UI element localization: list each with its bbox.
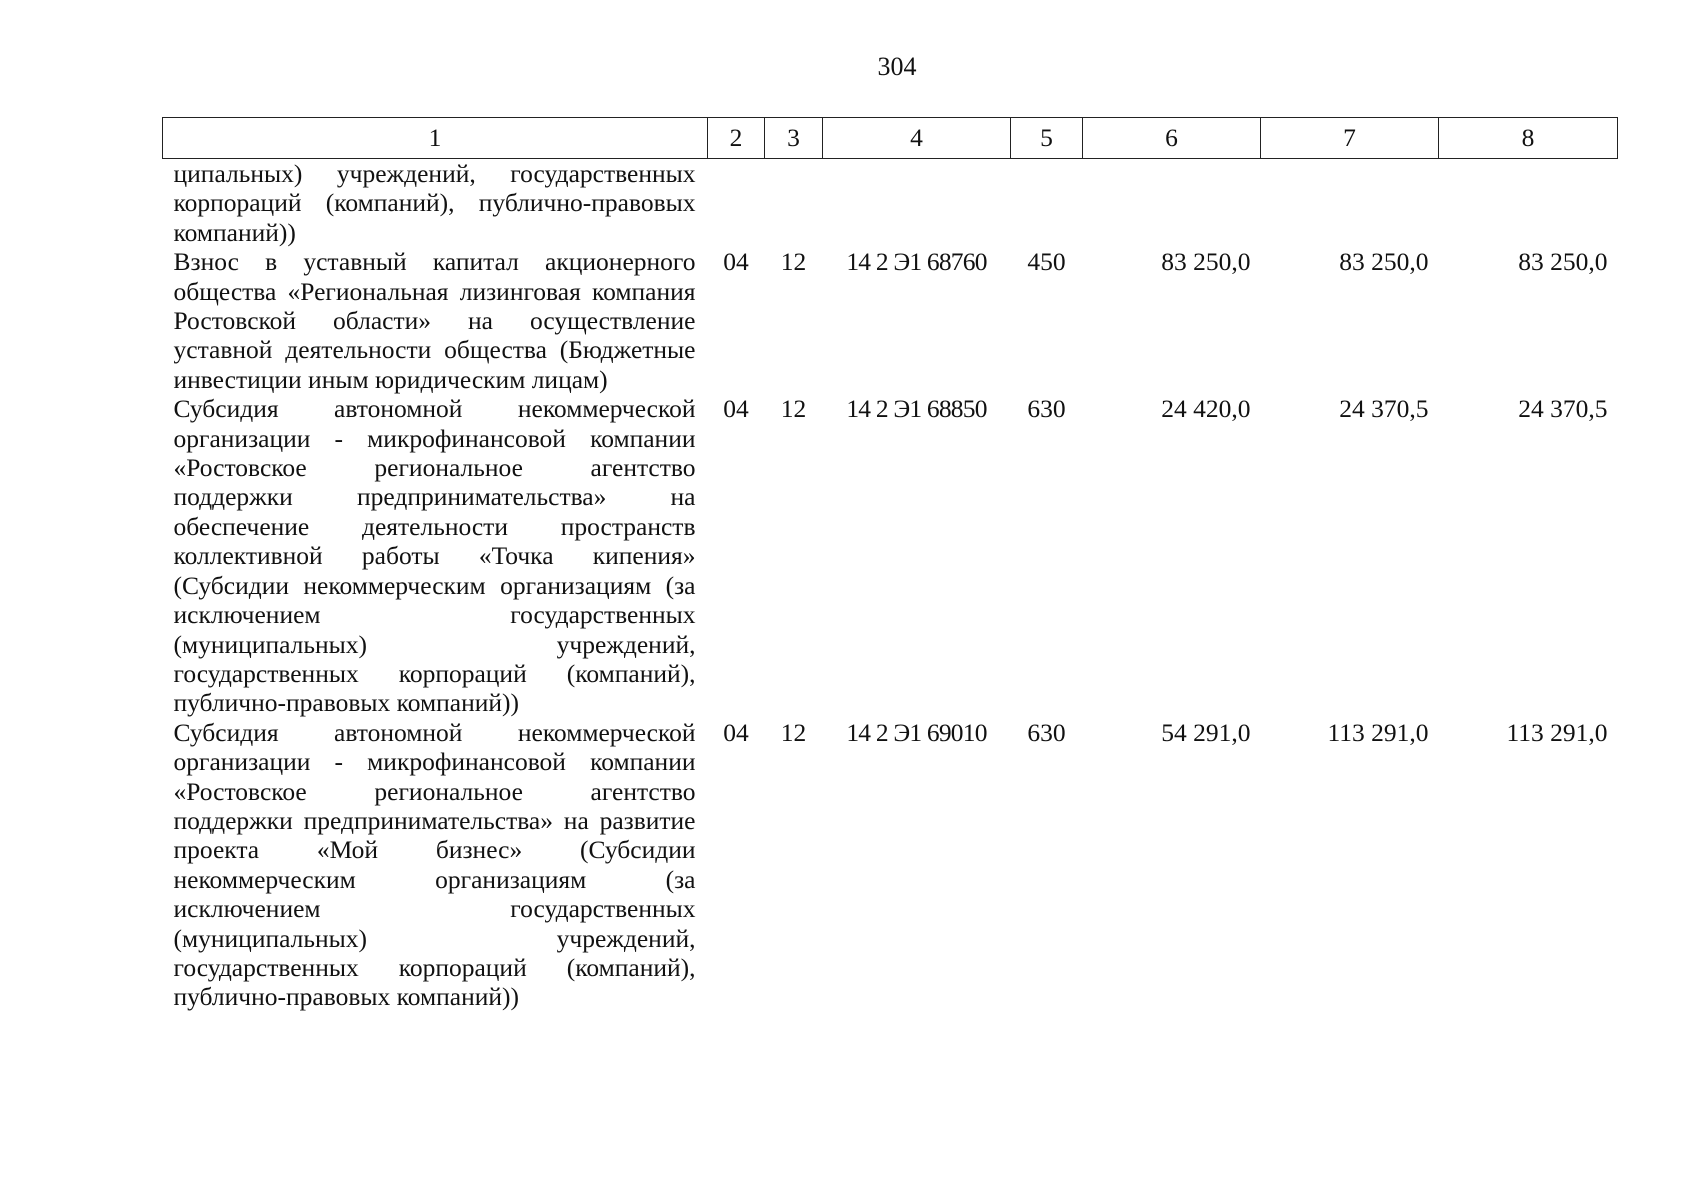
subsection-code: 12 (780, 717, 807, 747)
amount-col-8: 113 291,0 (1506, 717, 1608, 747)
column-header-7: 7 (1261, 118, 1439, 159)
expense-type-code: 630 (1027, 394, 1066, 424)
header-row (163, 118, 1618, 159)
column-header-6: 6 (1083, 118, 1261, 159)
table-row (163, 247, 1618, 394)
row-description: ципальных) учреждений, государственных корпораций (компаний), публично-правовых компаний)) (173, 159, 696, 247)
table-row (163, 718, 1618, 1012)
target-article-code: 14 2 Э1 68760 (846, 247, 987, 277)
expense-type-code: 630 (1027, 717, 1066, 747)
amount-col-7: 83 250,0 (1339, 247, 1429, 277)
table-row-continuation (163, 159, 1618, 248)
page-number: 304 (877, 52, 917, 81)
row-description: Субсидия автономной некоммерческой организации - микрофинансовой компании «Ростовское региональное агентство поддержки предпринимательства» на развитие проекта «Мой бизнес» (Субсидии некоммерческим организациям (за исключением государственных (муниципальных) учреждений, государственных корпораций (компаний), публично-правовых компаний)) (173, 717, 696, 1012)
budget-table (162, 117, 1618, 1012)
target-article-code: 14 2 Э1 69010 (846, 717, 987, 747)
amount-col-6: 54 291,0 (1161, 717, 1251, 747)
row-description: Взнос в уставный капитал акционерного общества «Региональная лизинговая компания Ростовской области» на осуществление уставной деятельности общества (Бюджетные инвестиции иным юридическим лицам) (173, 247, 696, 394)
column-header-8: 8 (1439, 118, 1618, 159)
expense-type-code: 450 (1027, 247, 1066, 277)
amount-col-8: 24 370,5 (1518, 394, 1608, 424)
subsection-code: 12 (780, 394, 807, 424)
amount-col-7: 24 370,5 (1339, 394, 1429, 424)
column-header-5: 5 (1011, 118, 1083, 159)
column-header-3: 3 (765, 118, 823, 159)
row-description: Субсидия автономной некоммерческой организации - микрофинансовой компании «Ростовское региональное агентство поддержки предпринимательства» на обеспечение деятельности пространств коллективной работы «Точка кипения» (Субсидии некоммерческим организациям (за исключением государственных (муниципальных) учреждений, государственных корпораций (компаний), публично-правовых компаний)) (173, 394, 696, 718)
column-header-2: 2 (708, 118, 765, 159)
amount-col-6: 24 420,0 (1161, 394, 1251, 424)
table-row (163, 394, 1618, 717)
section-code: 04 (723, 717, 749, 747)
amount-col-7: 113 291,0 (1327, 717, 1429, 747)
amount-col-8: 83 250,0 (1518, 247, 1608, 277)
section-code: 04 (723, 394, 749, 424)
column-header-4: 4 (823, 118, 1011, 159)
subsection-code: 12 (780, 247, 807, 277)
amount-col-6: 83 250,0 (1161, 247, 1251, 277)
target-article-code: 14 2 Э1 68850 (846, 394, 987, 424)
section-code: 04 (723, 247, 749, 277)
column-header-1: 1 (163, 118, 708, 159)
